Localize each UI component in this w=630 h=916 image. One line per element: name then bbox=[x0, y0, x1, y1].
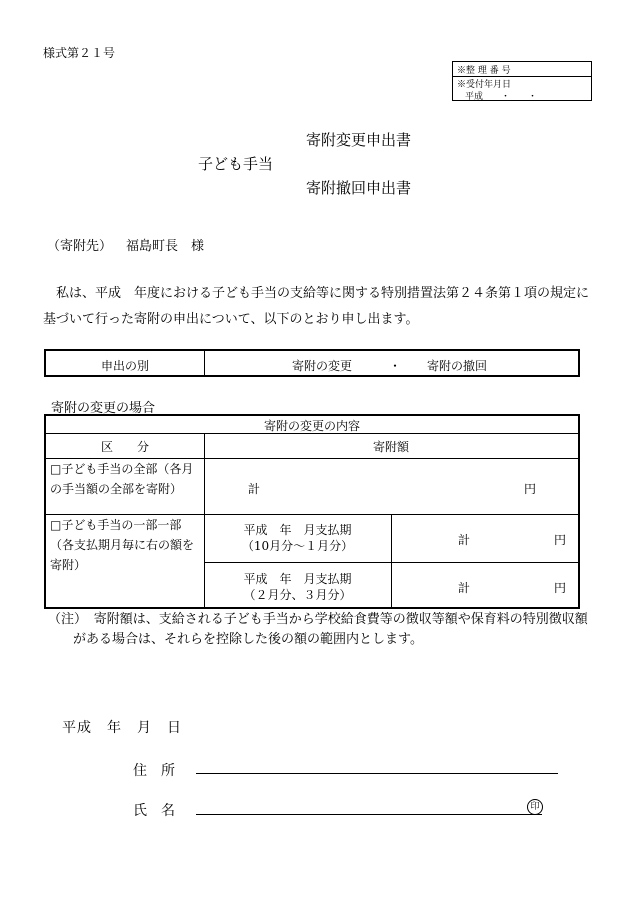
recipient-label: （寄附先） bbox=[47, 239, 113, 254]
total-label: 計 bbox=[248, 482, 261, 496]
name-label: 氏 名 bbox=[133, 803, 175, 819]
payment-period-months: （２月分、３月分） bbox=[243, 588, 352, 602]
payment-period bbox=[204, 571, 391, 603]
request-type-header: 申出の別 bbox=[100, 359, 149, 373]
table-title: 寄附の変更の内容 bbox=[263, 419, 360, 433]
recipient-name: 福島町長 様 bbox=[126, 239, 205, 254]
category-header: 区 分 bbox=[100, 440, 149, 454]
payment-period-label: 平成 年 月支払期 bbox=[243, 572, 352, 586]
office-use-box bbox=[452, 61, 592, 101]
column-line bbox=[391, 514, 392, 607]
note-label: （注） bbox=[48, 612, 88, 627]
title-option-change: 寄附変更申出書 bbox=[306, 131, 412, 149]
change-details-table bbox=[44, 414, 580, 609]
yen-unit: 円 bbox=[554, 581, 567, 595]
declaration-paragraph: 私は、平成 年度における子ども手当の支給等に関する特別措置法第２４条第１項の規定に基づいて行った寄附の申出について、以下のとおり申し出ます。 bbox=[43, 286, 590, 327]
address-line[interactable] bbox=[196, 773, 558, 774]
change-section-caption: 寄附の変更の場合 bbox=[51, 401, 156, 416]
request-type-table bbox=[44, 349, 580, 377]
option-separator: ・ bbox=[389, 359, 402, 373]
total-label: 計 bbox=[458, 581, 471, 595]
address-label: 住 所 bbox=[133, 763, 175, 779]
table-divider bbox=[204, 351, 205, 375]
declaration-text bbox=[43, 281, 593, 333]
payment-period-months: （10月分～１月分） bbox=[241, 539, 354, 553]
title-option-withdraw: 寄附撤回申出書 bbox=[306, 179, 412, 197]
received-date-label: ※受付年月日 bbox=[457, 80, 512, 90]
option-withdraw[interactable]: 寄附の撤回 bbox=[427, 359, 488, 373]
category-partial[interactable]: □子ども手当の一部一部（各支払期月毎に右の額を寄附） bbox=[50, 518, 195, 572]
reference-number-label: ※整 理 番 号 bbox=[457, 66, 511, 76]
seal-icon: 印 bbox=[527, 799, 543, 815]
received-date-value: 平成 ・ ・ bbox=[465, 92, 538, 102]
payment-period bbox=[204, 522, 391, 554]
title-prefix: 子ども手当 bbox=[198, 155, 274, 173]
category-full[interactable]: □子ども手当の全部（各月の手当額の全部を寄附） bbox=[50, 462, 194, 496]
signature-date: 平成 年 月 日 bbox=[62, 720, 182, 736]
amount-header: 寄附額 bbox=[372, 440, 409, 454]
form-number: 様式第２１号 bbox=[43, 46, 116, 60]
payment-period-label: 平成 年 月支払期 bbox=[243, 523, 352, 537]
total-label: 計 bbox=[458, 533, 471, 547]
yen-unit: 円 bbox=[524, 482, 537, 496]
option-change[interactable]: 寄附の変更 bbox=[292, 359, 353, 373]
name-line[interactable] bbox=[196, 814, 542, 815]
yen-unit: 円 bbox=[554, 533, 567, 547]
note-text: 寄附額は、支給される子ども手当から学校給食費等の徴収等額や保育料の特別徴収額がある場合は、それらを控除した後の額の範囲内とします。 bbox=[73, 612, 588, 647]
